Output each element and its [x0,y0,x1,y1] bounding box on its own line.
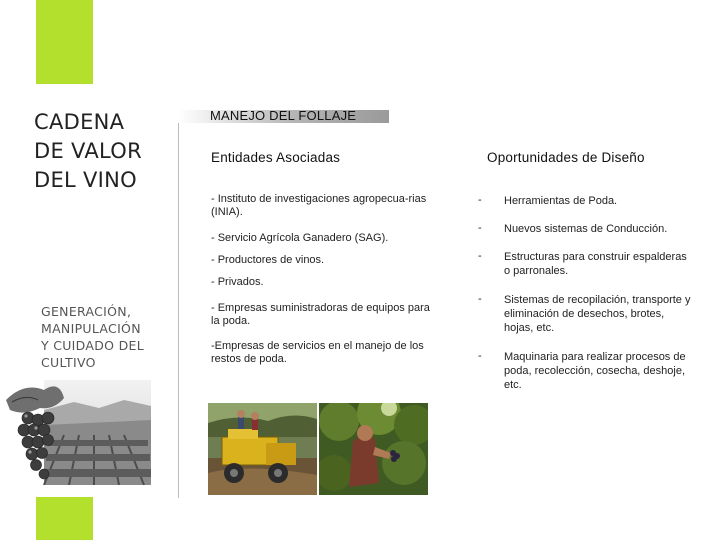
section-header: MANEJO DEL FOLLAJE [210,108,357,123]
entity-item: - Servicio Agrícola Ganadero (SAG). [211,232,389,244]
slide-subtitle-line: MANIPULACIÓN [41,321,141,336]
opportunity-bullet: - [478,250,482,262]
slide-title-line: DE VALOR [34,139,142,163]
entity-item: -Empresas de servicios en el manejo de los restos de poda. [211,340,424,365]
entity-item: - Productores de vinos. [211,254,325,266]
opportunity-item: Sistemas de recopilación, transporte y eliminación de desechos, brotes, hojas, etc. [504,294,691,334]
entities-header: Entidades Asociadas [211,150,341,165]
entity-item: - Privados. [211,276,264,288]
opportunities-header: Oportunidades de Diseño [487,150,645,165]
opportunity-item: Herramientas de Poda. [504,195,618,207]
vineyard-worker-photo [319,403,428,495]
opportunity-item: Estructuras para construir espalderas o parronales. [504,251,687,277]
slide-title-line: DEL VINO [34,168,138,192]
accent-bar-bottom [36,497,93,540]
vertical-divider [178,120,179,498]
slide-subtitle-line: GENERACIÓN, [41,304,132,319]
accent-bar-top [36,0,93,84]
opportunity-item: Maquinaria para realizar procesos de poda, recolección, cosecha, deshoje, etc. [504,351,686,391]
slide-subtitle-line: Y CUIDADO DEL [41,338,144,353]
opportunity-bullet: - [478,194,482,206]
slide-title [34,108,184,195]
entity-item: - Instituto de investigaciones agropecua-rias (INIA). [211,193,427,218]
opportunity-bullet: - [478,293,482,305]
slide-title-line: CADENA [34,110,125,134]
opportunity-bullet: - [478,222,482,234]
slide-subtitle-line: CULTIVO [41,355,96,370]
opportunity-bullet: - [478,350,482,362]
entity-item: - Empresas suministradoras de equipos para la poda. [211,302,430,327]
slide-subtitle [41,303,171,371]
vineyard-grapes-photo [4,380,151,485]
opportunity-item: Nuevos sistemas de Conducción. [504,223,668,235]
harvester-photo [208,403,317,495]
